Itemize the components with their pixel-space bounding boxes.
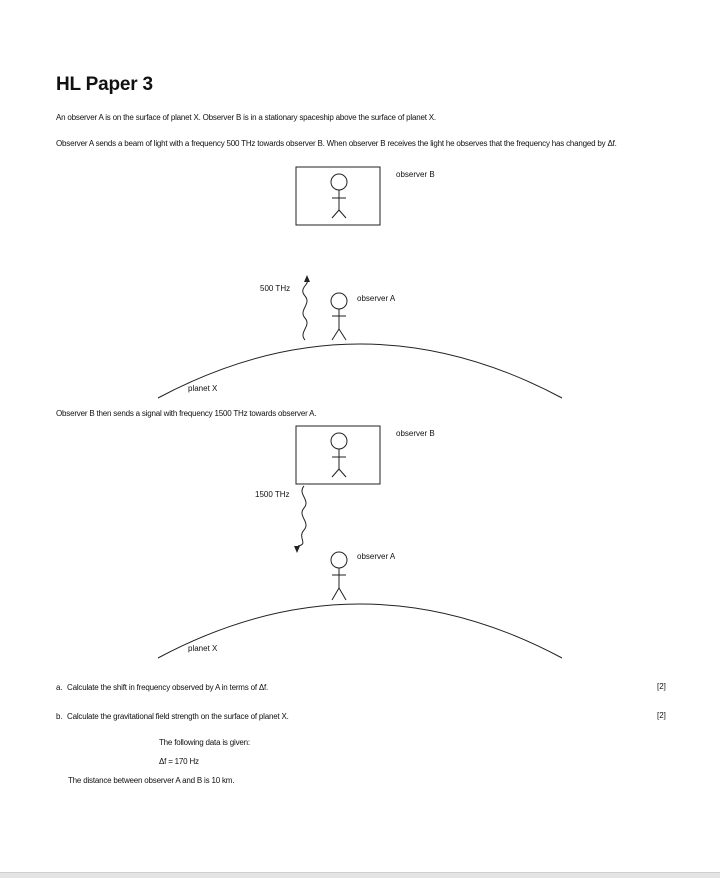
intro-line-1: An observer A is on the surface of planet X. Observer B is in a stationary spaceship above the surface of planet X. (56, 113, 436, 122)
observer-a-label: observer A (357, 294, 396, 303)
given-distance: The distance between observer A and B is 10 km. (68, 776, 235, 785)
question-a-label: a. (56, 683, 63, 692)
diagram-light-up (0, 160, 720, 410)
arrowhead-up (304, 275, 310, 282)
planet-surface (158, 604, 562, 658)
page-title: HL Paper 3 (56, 74, 153, 95)
planet-label: planet X (188, 384, 218, 393)
frequency-label: 500 THz (260, 284, 291, 293)
observer-b-figure (331, 433, 347, 477)
spaceship-box (296, 167, 380, 225)
question-a-marks: [2] (657, 682, 666, 691)
question-b-label: b. (56, 712, 63, 721)
given-delta-f: Δf = 170 Hz (159, 757, 199, 766)
observer-a-label: observer A (357, 552, 396, 561)
intro-line-2: Observer A sends a beam of light with a frequency 500 THz towards observer B. When observer B receives the light he observes that the frequency has changed by Δf. (56, 139, 617, 148)
question-b-text: Calculate the gravitational field strength on the surface of planet X. (67, 712, 289, 721)
observer-b-label: observer B (396, 429, 435, 438)
diagram-signal-down (0, 420, 720, 670)
wave-arrow-down (298, 486, 306, 546)
observer-b-label: observer B (396, 170, 435, 179)
given-intro: The following data is given: (159, 738, 250, 747)
arrowhead-down (294, 546, 300, 553)
wave-arrow-up (303, 280, 308, 340)
observer-a-figure (331, 552, 347, 600)
planet-surface (158, 344, 562, 398)
question-a-text: Calculate the shift in frequency observed by A in terms of Δf. (67, 683, 269, 692)
observer-b-figure (331, 174, 347, 218)
frequency-label: 1500 THz (255, 490, 290, 499)
planet-label: planet X (188, 644, 218, 653)
page-bottom-edge (0, 872, 720, 878)
observer-a-figure (331, 293, 347, 340)
middle-text: Observer B then sends a signal with frequency 1500 THz towards observer A. (56, 409, 317, 418)
spaceship-box (296, 426, 380, 484)
question-b-marks: [2] (657, 711, 666, 720)
